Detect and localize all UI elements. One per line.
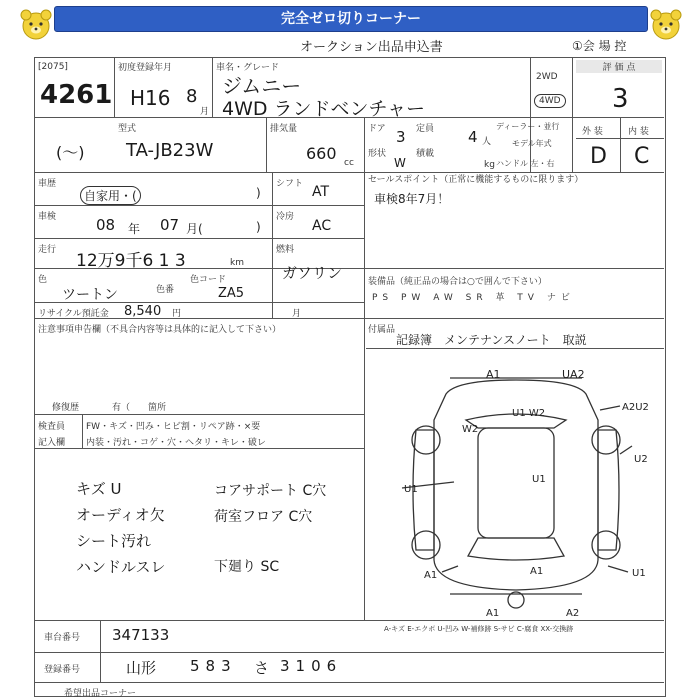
usage-label: 車歴 (38, 179, 57, 189)
inspector-items-2: 内装・汚れ・コゲ・穴・ヘタリ・キレ・破レ (86, 438, 266, 448)
exterior-grade-label: 外 装 (582, 127, 603, 137)
diagram-label-a1-left: A1 (424, 570, 438, 581)
venue-copy-label: ①会 場 控 (572, 39, 627, 53)
equipment-items: PS PW AW SR 革 TV ナビ (372, 293, 575, 303)
drive-2wd: 2WD (536, 72, 558, 82)
shape-label: 形状 (368, 149, 387, 159)
diagram-label-a2-bottom: A2 (566, 608, 580, 619)
month-unit: 月 (200, 107, 210, 117)
diagram-label-a1-top: A1 (486, 368, 501, 381)
notes-label: 注意事項申告欄（不具合内容等は具体的に記入して下さい） (38, 325, 282, 335)
diagram-label-u1-w2: U1 W2 (512, 408, 546, 419)
recycle-label: リサイクル預託金 (38, 309, 109, 319)
inspection-year-unit: 年 (128, 222, 141, 236)
inspector-label-2: 記入欄 (38, 438, 66, 448)
recycle-unit: 円 (172, 309, 182, 319)
grade-label: 評 価 点 (576, 60, 662, 73)
corner-banner: 完全ゼロ切りコーナー (54, 6, 648, 32)
inspector-label: 検査員 (38, 422, 66, 432)
registration-kana: さ (254, 659, 270, 677)
diagram-label-a1-bottom: A1 (486, 608, 500, 619)
drive-4wd-circled: 4WD (534, 94, 566, 108)
accessories-text: 記録簿 メンテナンスノート 取説 (396, 333, 587, 347)
registration-label: 登録番号 (44, 665, 81, 675)
color-label: 色 (38, 275, 48, 285)
lot-symbol: (〜) (56, 143, 85, 162)
color-code: ZA5 (218, 286, 245, 301)
inspection-month-unit: 月( (186, 222, 203, 236)
inspection-year: 08 (96, 216, 116, 234)
diagram-label-w2-left: W2 (462, 424, 479, 435)
registration-class: 583 (190, 657, 237, 675)
registration-region: 山形 (126, 659, 157, 677)
repair-label: 修復歴 (52, 403, 80, 413)
chassis-number: 347133 (112, 626, 170, 644)
damage-diagram (366, 350, 664, 620)
fuel-value: ガソリン (282, 264, 343, 282)
lot-number: 4261 (40, 80, 113, 110)
handle-label: ハンドル 左・右 (496, 159, 555, 168)
fuel-label: 燃料 (276, 245, 295, 255)
remark-2: コアサポート C穴 (214, 483, 327, 499)
shift-label: シフト (276, 179, 304, 189)
doors: 3 (396, 128, 406, 146)
diagram-label-a2u2: A2U2 (622, 402, 649, 413)
chassis-label: 車台番号 (44, 633, 81, 643)
footer-corner-label: 希望出品コーナー (64, 689, 137, 699)
recycle-month-unit: 月 (292, 309, 302, 319)
interior-grade: C (634, 144, 650, 169)
dealer-label: ディーラー・並行 (496, 122, 560, 131)
mileage-label: 走行 (38, 245, 57, 255)
model-code: TA-JB23W (126, 140, 214, 161)
diagram-label-u1-left: U1 (404, 484, 418, 495)
diagram-label-u1-right: U1 (632, 568, 646, 579)
usage-close: ) (256, 186, 261, 200)
recycle-value: 8,540 (124, 304, 162, 319)
lot-code: [2075] (38, 62, 68, 72)
displacement-label: 排気量 (270, 124, 298, 134)
mileage-value: 12万9千6 1 3 (76, 251, 186, 271)
exterior-grade: D (590, 144, 607, 169)
inspector-items: FW・キズ・凹み・ヒビ割・リペア跡・×要 (86, 422, 261, 432)
displacement: 660 (306, 144, 337, 163)
registration-number: 3106 (280, 657, 343, 675)
cc-unit: cc (344, 158, 354, 168)
remark-3: オーディオ欠 (76, 506, 165, 524)
grade-score: 3 (612, 84, 629, 114)
color-code-label: 色コード (190, 275, 227, 285)
aircon-label: 冷房 (276, 212, 295, 222)
bear-mascot-icon (648, 6, 684, 42)
diagram-legend: A-キズ E-エクボ U-凹み W-補修跡 S-サビ C-腐食 XX-交換跡 (384, 625, 574, 633)
first-registration-era: H16 (130, 86, 171, 110)
repair-value: 有（ 箇所 (112, 403, 167, 413)
inspection-month: 07 (160, 216, 180, 234)
usage-value: 自家用・( (80, 186, 141, 205)
shape: W (394, 156, 406, 170)
color-number-label: 色番 (156, 285, 175, 295)
diagram-label-ua2: UA2 (562, 368, 585, 381)
equipment-label: 装備品（純正品の場合は○で囲んで下さい） (368, 277, 547, 287)
form-title: オークション出品申込書 (300, 40, 443, 55)
capacity-label: 定員 (416, 124, 435, 134)
remark-6: ハンドルスレ (76, 558, 166, 576)
diagram-label-u2: U2 (634, 454, 648, 465)
sales-point-text: 車検8年7月！ (374, 192, 450, 206)
doors-label: ドア (368, 124, 386, 134)
model-year-label: モデル年式 (512, 139, 552, 148)
vehicle-name-label: 車名・グレード (216, 63, 280, 73)
first-registration-label: 初度登録年月 (118, 63, 173, 73)
inspection-label: 車検 (38, 212, 57, 222)
model-label: 型式 (118, 124, 137, 134)
bear-mascot-icon (18, 6, 54, 42)
accessories-label: 付属品 (368, 325, 396, 335)
remark-5: シート汚れ (76, 532, 152, 550)
load-unit: kg (484, 160, 495, 170)
color-value: ツートン (62, 287, 118, 303)
shift-value: AT (312, 184, 330, 200)
mileage-unit: km (230, 258, 244, 268)
load-label: 積載 (416, 149, 435, 159)
aircon-value: AC (312, 218, 332, 234)
remark-7: 下廻り SC (214, 559, 280, 575)
capacity-unit: 人 (482, 137, 492, 147)
vehicle-grade: 4WD ランドベンチャー (222, 98, 425, 120)
vehicle-name: ジムニー (222, 74, 302, 98)
first-registration-month: 8 (186, 86, 198, 107)
inspection-close: ) (256, 220, 261, 234)
sales-point-label: セールスポイント（正常に機能するものに限ります） (368, 175, 584, 185)
remark-4: 荷室フロア C穴 (214, 509, 313, 525)
diagram-label-a1-center: A1 (530, 566, 544, 577)
interior-grade-label: 内 装 (628, 127, 649, 137)
capacity: 4 (468, 128, 478, 146)
remark-1: キズ U (76, 480, 122, 498)
diagram-label-u1-center: U1 (532, 474, 546, 485)
